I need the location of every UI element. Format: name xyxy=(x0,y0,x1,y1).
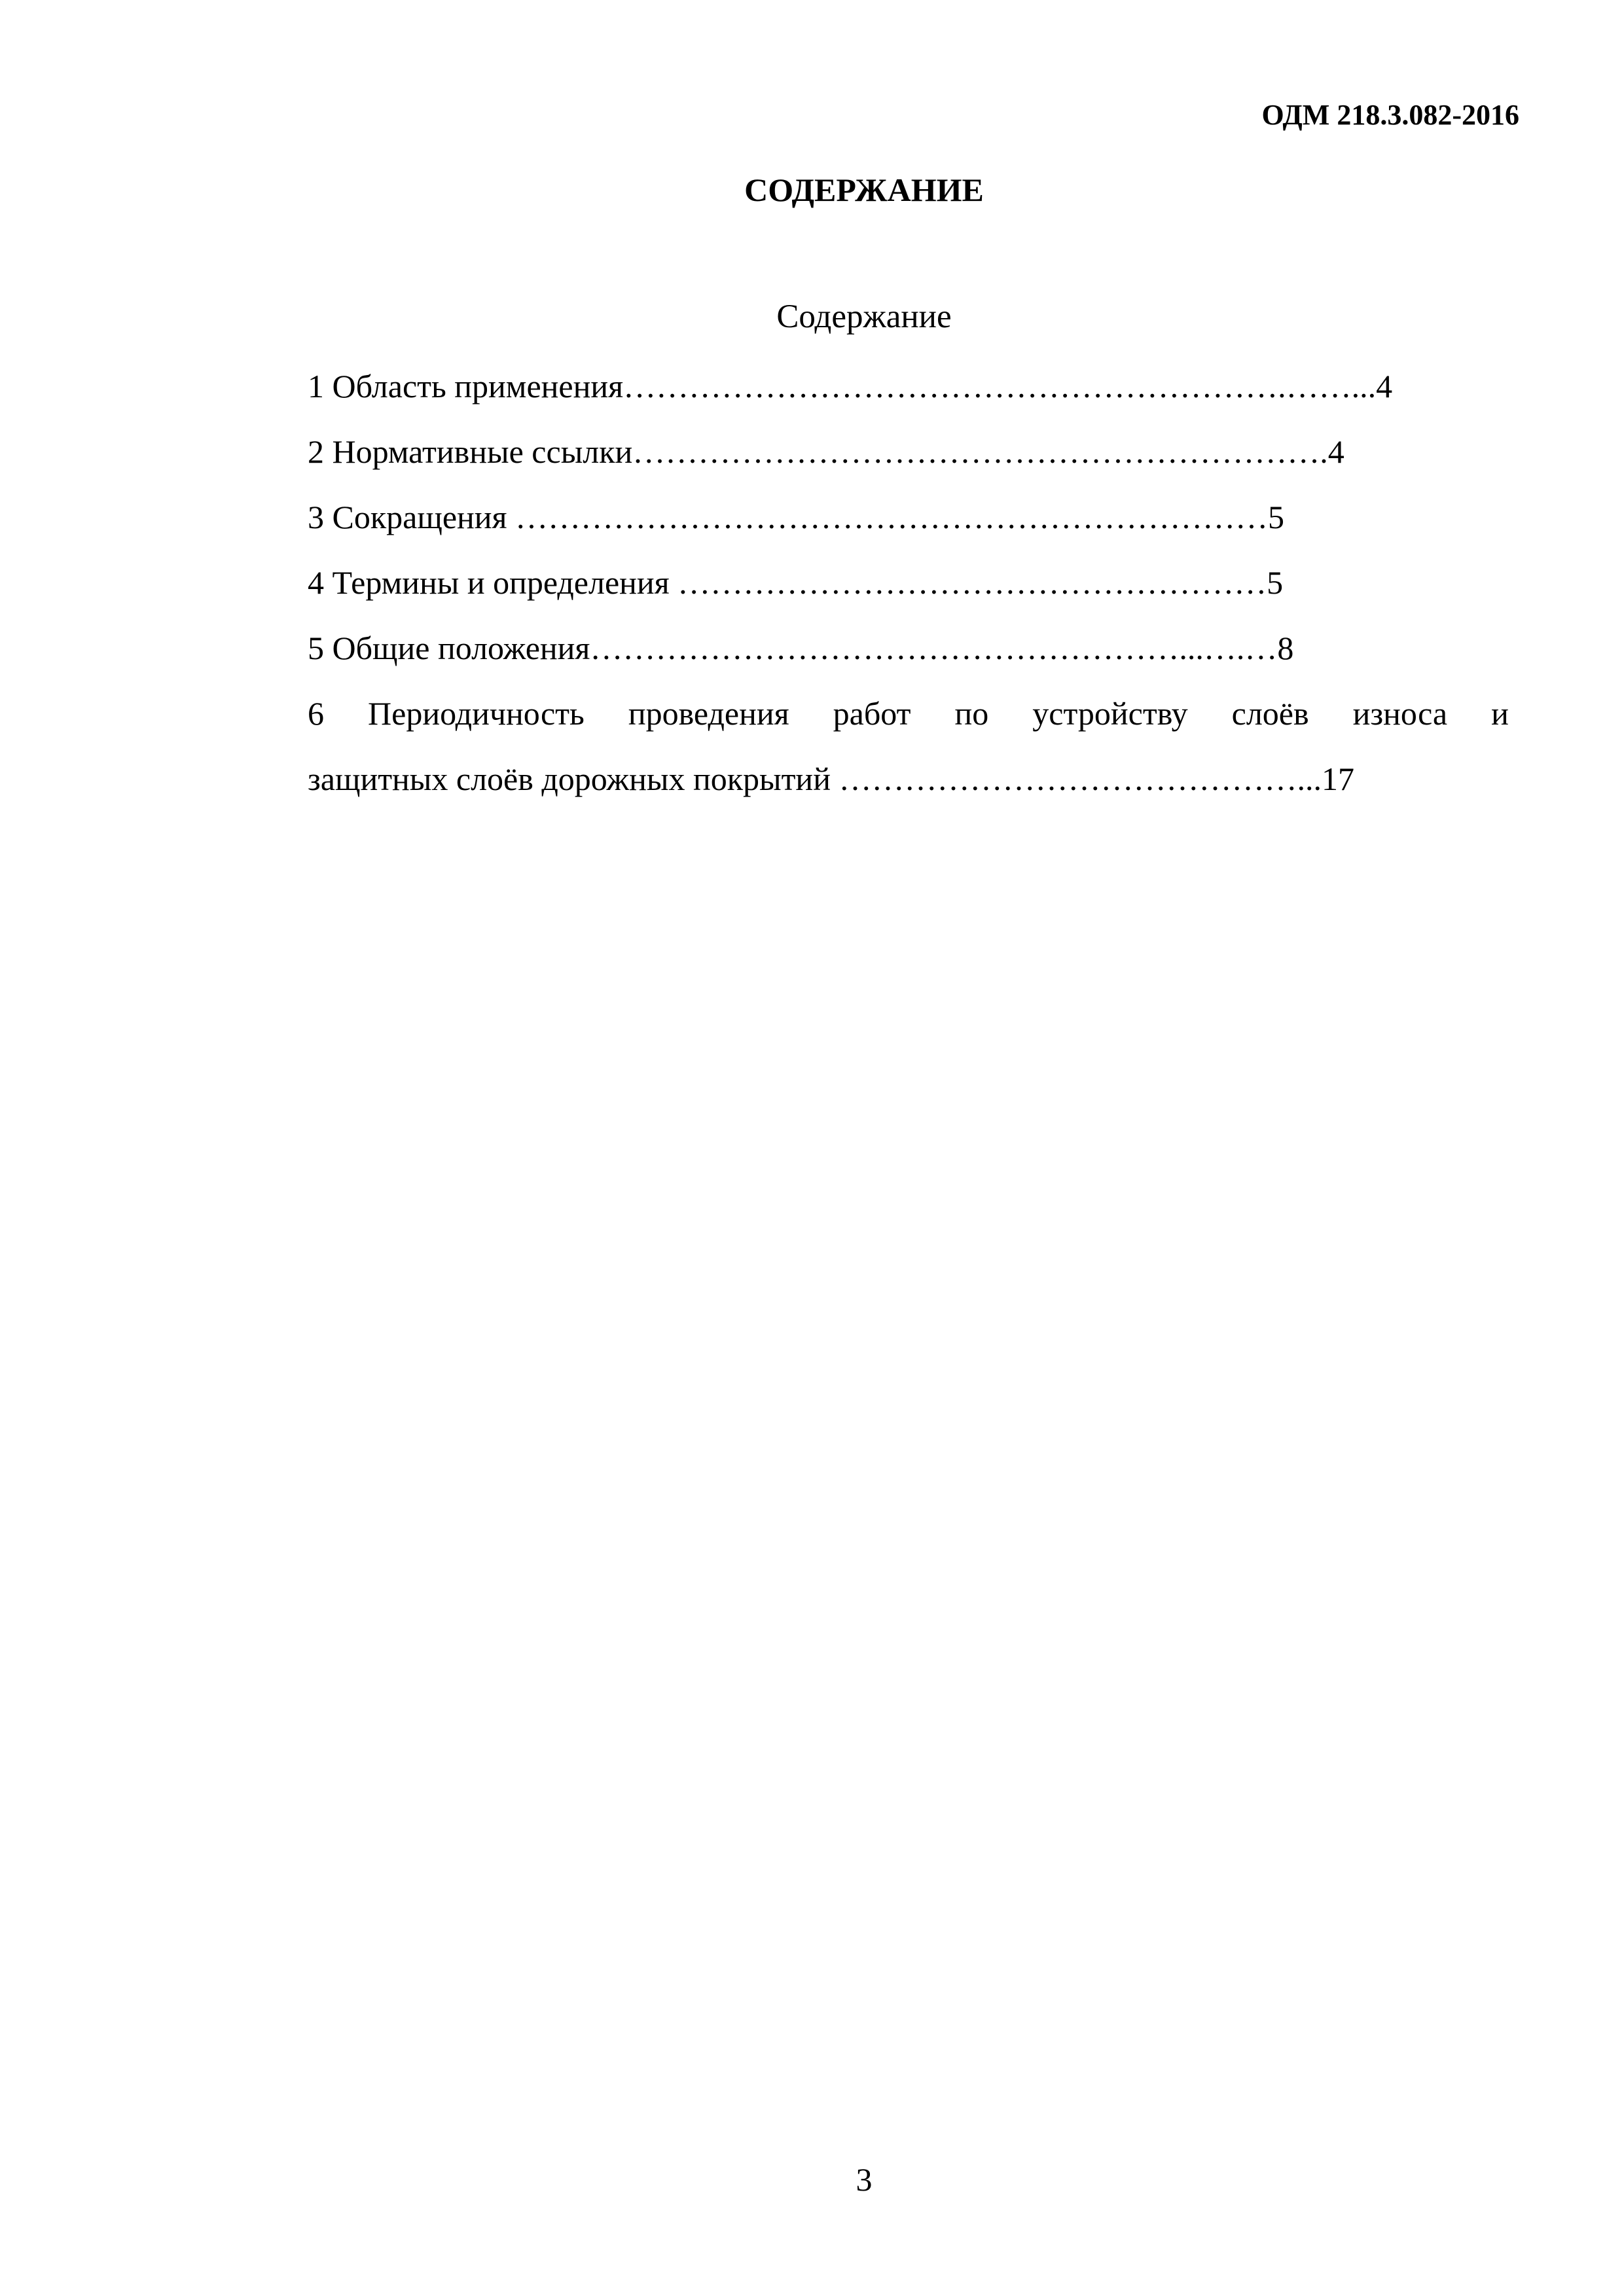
table-of-contents xyxy=(308,365,1509,823)
toc-entry-6-word: слоёв xyxy=(1231,695,1309,732)
page-number: 3 xyxy=(856,2161,873,2198)
toc-entry-6-word: и xyxy=(1491,695,1509,732)
toc-entry-6-word: износа xyxy=(1352,695,1448,732)
toc-entry-6-line-1[interactable] xyxy=(308,692,1509,758)
document-code: ОДМ 218.3.082-2016 xyxy=(1261,99,1519,131)
toc-entry-6-word: работ xyxy=(833,695,911,732)
toc-entry-2[interactable]: 2 Нормативные ссылки……………………………………………………….4 xyxy=(308,433,1344,470)
toc-heading: Содержание xyxy=(776,298,952,335)
toc-entry-6-word: устройству xyxy=(1032,695,1188,732)
toc-entry-6-word: по xyxy=(954,695,989,732)
toc-entry-6-word: Периодичность xyxy=(368,695,585,732)
toc-entry-1[interactable]: 1 Область применения…………………………………………………….……...4 xyxy=(308,368,1393,404)
toc-entry-6-word: 6 xyxy=(308,695,324,732)
toc-entry-6-word: проведения xyxy=(628,695,789,732)
toc-entry-3[interactable]: 3 Сокращения ……………………………………………………………5 xyxy=(308,499,1285,535)
page-title: СОДЕРЖАНИЕ xyxy=(744,171,984,208)
toc-entry-5[interactable]: 5 Общие положения………………………………………………...….…8 xyxy=(308,630,1294,666)
toc-entry-4[interactable]: 4 Термины и определения ………………………………………………5 xyxy=(308,564,1284,601)
toc-entry-6-line-2[interactable]: защитных слоёв дорожных покрытий ……………………………………...17 xyxy=(308,761,1354,797)
